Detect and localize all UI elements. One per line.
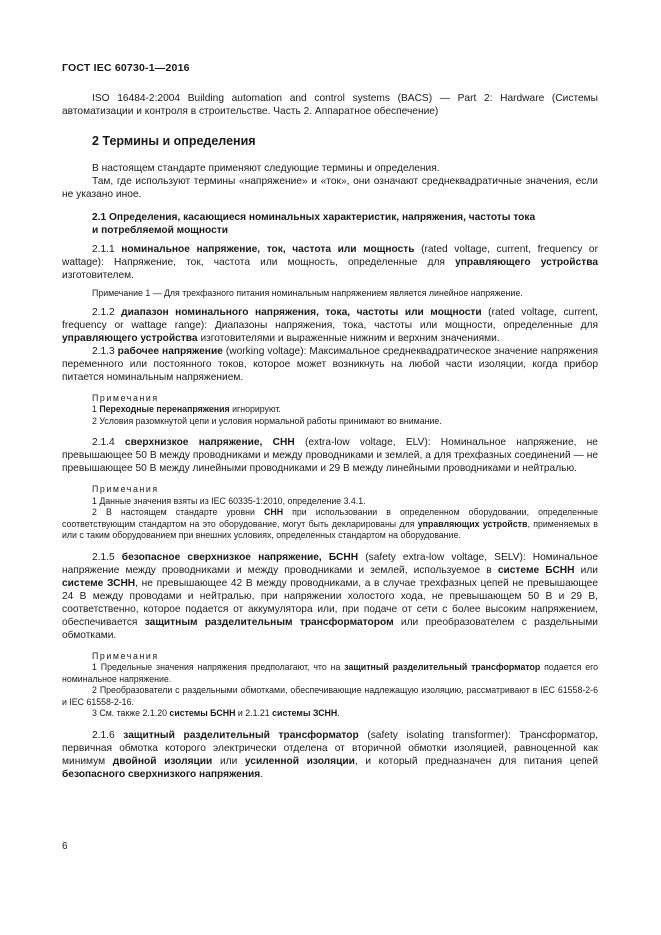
definition-term: диапазон номинального напряжения, тока, частоты или мощности <box>121 306 482 318</box>
definition-number: 2.1.6 <box>92 729 115 741</box>
note-2-1-1: Примечание 1 — Для трехфазного питания номинальным напряжением является линейное напряжение. <box>92 288 523 298</box>
note-term: системы ЗСНН <box>272 708 338 718</box>
note-text: 1 Предельные значения напряжения предполагают, что на <box>92 662 345 672</box>
definition-text: или <box>574 564 598 576</box>
note-text: 2 В настоящем стандарте уровни <box>92 507 264 517</box>
definition-text: , и который предназначен для питания цепей <box>354 755 599 767</box>
note-term: управляющих устройств <box>417 518 528 529</box>
note-number: 1 <box>92 404 100 414</box>
intro-paragraph-2: Там, где используют термины «напряжение» и «ток», они означают среднеквадратичные значения, если не указано иное. <box>62 176 598 200</box>
definition-text: . <box>260 768 264 780</box>
intro-paragraph-1: В настоящем стандарте применяют следующие термины и определения. <box>92 163 440 174</box>
definition-term: защитный разделительный трансформатор <box>123 729 359 741</box>
note-2-1-3-1 <box>62 404 598 416</box>
iso-reference: ISO 16484-2:2004 Building automation and control systems (BACS) — Part 2: Hardware (Системы автоматизации и контроля в строительстве. Часть 2. Аппаратное обеспечение) <box>62 93 598 117</box>
definition-text: (working voltage): Максимальное среднеквадратическое значение напряжения переменного или постоянного токов, которое может возникнуть на любой части изоляции, когда прибор питается номинальным напряжением. <box>62 345 598 383</box>
note-text: подается его номинальное напряжение. <box>62 662 598 684</box>
definition-term-ref: безопасного сверхнизкого напряжения <box>62 768 261 780</box>
note-2-1-5-3 <box>62 708 598 720</box>
notes-title: Примечания <box>92 392 159 403</box>
definition-text: (rated voltage, current, frequency or wattage range): Диапазоны напряжения, тока, частоты или мощности, определенные для <box>62 306 598 331</box>
definition-number: 2.1.2 <box>92 306 115 318</box>
note-text: при использовании в определенном оборудовании, определенные соответствующим стандартом на это оборудование, могут быть декларированы для <box>62 507 599 529</box>
note-text: , применяемых в или с таким оборудованием при внешних условиях, определенных стандартом на оборудование. <box>62 518 598 540</box>
definition-2-1-4 <box>62 436 598 475</box>
definition-2-1-5 <box>62 551 598 642</box>
note-text: и 2.1.21 <box>235 708 273 718</box>
definition-text: изготовителем. <box>62 270 134 281</box>
note-2-1-4-1: 1 Данные значения взяты из IEC 60335-1:2010, определение 3.4.1. <box>92 495 366 506</box>
definition-number: 2.1.3 <box>92 345 115 357</box>
definition-text: (rated voltage, current, frequency or wattage): Напряжение, ток, частота или мощность, определенные для <box>62 244 598 268</box>
definition-term-ref: управляющего устройства <box>455 257 598 268</box>
definition-term-ref: защитным разделительным трансформатором <box>144 616 394 628</box>
note-text: . <box>337 708 340 718</box>
note-text: игнорируют. <box>229 404 281 414</box>
definition-text: , не превышающее 42 В между проводниками, а в случае трехфазных цепей не превышающее 24 В между проводами и нейтралью, при напряжении холостого хода, не превышающем 50 В и 29 В, соответственно, которое подается от аккумулятора или, при подаче от сети с более высоким напряжением, обеспечивается <box>62 577 598 628</box>
note-2-1-5-1 <box>62 662 598 685</box>
notes-title: Примечания <box>92 484 159 494</box>
document-body <box>62 92 598 781</box>
note-term: Переходные перенапряжения <box>99 404 230 414</box>
definition-term-ref: двойной изоляции <box>112 755 213 767</box>
definition-text: (extra-low voltage, ELV): Номинальное напряжение, не превышающее 50 В между проводниками и между проводниками и землей, а для трехфазных соединений — не превышающее 50 В между линейными проводниками и 29 В между линейными проводниками и нейтралью. <box>62 437 598 474</box>
definition-term: безопасное сверхнизкое напряжение, БСНН <box>121 551 359 563</box>
note-2-1-4-2 <box>62 507 598 542</box>
definition-2-1-2 <box>62 306 598 345</box>
section-title: 2 Термины и определения <box>92 134 256 148</box>
definition-term: сверхнизкое напряжение, СНН <box>124 437 295 448</box>
definition-number: 2.1.4 <box>92 437 115 448</box>
definition-text: (safety extra-low voltage, SELV): Номинальное напряжение между проводниками и между проводниками и землей, используемое в <box>62 551 598 576</box>
note-term: защитный разделительный трансформатор <box>344 662 541 672</box>
definition-text: изготовителями и выраженные нижним и верхним значениями. <box>197 332 500 344</box>
definition-term-ref: системе БСНН <box>497 564 575 576</box>
definition-term: рабочее напряжение <box>117 345 223 357</box>
definition-2-1-6 <box>62 729 598 781</box>
subsection-title-line-2: и потребляемой мощности <box>92 225 229 236</box>
definition-text: или преобразователем с раздельными обмотками. <box>62 616 598 641</box>
note-2-1-5-2: 2 Преобразователи с раздельными обмотками, обеспечивающие надлежащую изоляцию, рассматривают в IEC 61558-2-6 и IEC 61558-2-16. <box>62 685 598 707</box>
definition-text: (safety isolating transformer): Трансформатор, первичная обмотка которого электрически отделена от вторичной обмотки изоляцией, равноценной как минимум <box>62 729 598 767</box>
definition-term-ref: управляющего устройства <box>62 332 198 344</box>
definition-text: или <box>212 755 245 767</box>
document-header: ГОСТ IEC 60730-1—2016 <box>62 62 190 74</box>
definition-number: 2.1.5 <box>92 551 115 563</box>
definition-term: номинальное напряжение, ток, частота или мощность <box>121 244 415 255</box>
page-number: 6 <box>62 841 68 852</box>
definition-2-1-3 <box>62 345 598 384</box>
note-2-1-3-2: 2 Условия разомкнутой цепи и условия нормальной работы принимают во внимание. <box>92 415 442 426</box>
subsection-title <box>62 211 598 237</box>
notes-title: Примечания <box>92 650 159 661</box>
note-term: СНН <box>263 507 284 517</box>
definition-number: 2.1.1 <box>92 244 115 255</box>
definition-2-1-1 <box>62 243 598 282</box>
definition-term-ref: системе ЗСНН <box>62 577 136 589</box>
subsection-title-line-1: 2.1 Определения, касающиеся номинальных характеристик, напряжения, частоты тока <box>92 212 536 223</box>
note-text: 3 См. также 2.1.20 <box>92 708 170 718</box>
note-term: системы БСНН <box>169 708 236 718</box>
definition-term-ref: усиленной изоляции <box>244 755 355 767</box>
